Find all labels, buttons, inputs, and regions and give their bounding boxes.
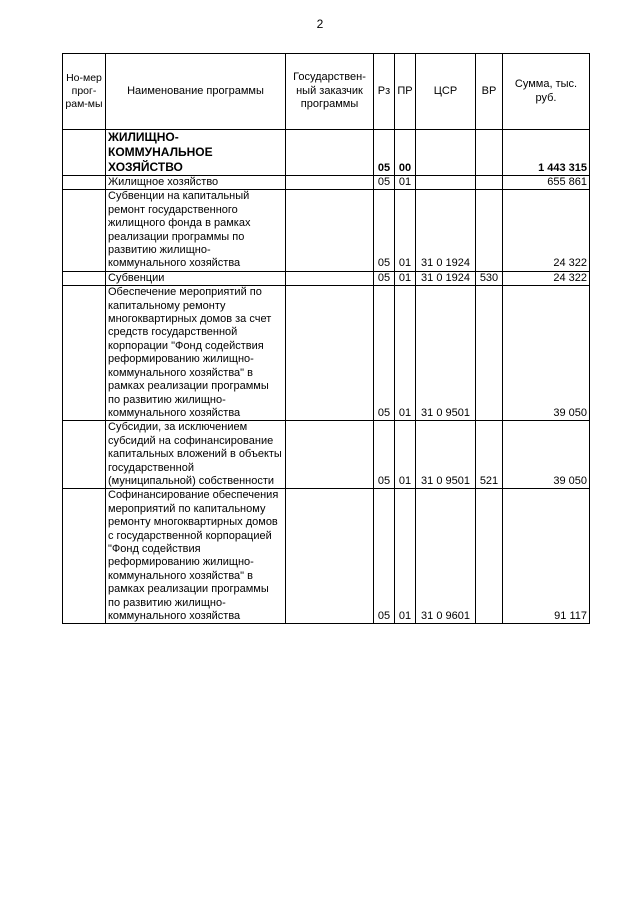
program-name-cell: Субсидии, за исключением субсидий на софинансирование капитальных вложений в объекты государственной (муниципальной) собственности: [106, 421, 286, 489]
program-name-cell: ЖИЛИЩНО-КОММУНАЛЬНОЕ ХОЗЯЙСТВО: [106, 130, 286, 176]
csr-cell: [416, 176, 476, 190]
program-number-cell: [63, 130, 106, 176]
state-customer-cell: [286, 421, 374, 489]
program-number-cell: [63, 421, 106, 489]
program-name-cell: Субвенции на капитальный ремонт государственного жилищного фонда в рамках реализации программы по развитию жилищно-коммунального хозяйства: [106, 190, 286, 271]
rz-cell: 05: [374, 130, 395, 176]
program-name-cell: Обеспечение мероприятий по капитальному ремонту многоквартирных домов за счет средств государственной корпорации "Фонд содействия реформированию жилищно-коммунального хозяйства" в рамках реализации программы по развитию жилищно-коммунального хозяйства: [106, 286, 286, 421]
vr-cell: 521: [476, 421, 503, 489]
budget-table: [62, 53, 590, 624]
pr-cell: 01: [395, 271, 416, 285]
vr-cell: [476, 130, 503, 176]
vr-cell: [476, 176, 503, 190]
program-name-cell: Субвенции: [106, 271, 286, 285]
state-customer-cell: [286, 271, 374, 285]
state-customer-cell: [286, 130, 374, 176]
sum-cell: 39 050: [503, 421, 590, 489]
program-number-cell: [63, 176, 106, 190]
state-customer-cell: [286, 190, 374, 271]
pr-cell: 01: [395, 421, 416, 489]
rz-cell: 05: [374, 176, 395, 190]
header-sum: Сумма, тыс. руб.: [503, 54, 590, 130]
vr-cell: [476, 190, 503, 271]
sum-cell: 1 443 315: [503, 130, 590, 176]
program-number-cell: [63, 286, 106, 421]
header-vr: ВР: [476, 54, 503, 130]
header-row: [63, 54, 590, 130]
table-row: [63, 176, 590, 190]
program-number-cell: [63, 489, 106, 624]
rz-cell: 05: [374, 271, 395, 285]
state-customer-cell: [286, 489, 374, 624]
vr-cell: 530: [476, 271, 503, 285]
table-row: [63, 130, 590, 176]
sum-cell: 91 117: [503, 489, 590, 624]
pr-cell: 01: [395, 489, 416, 624]
rz-cell: 05: [374, 489, 395, 624]
csr-cell: [416, 130, 476, 176]
pr-cell: 00: [395, 130, 416, 176]
csr-cell: 31 0 9601: [416, 489, 476, 624]
state-customer-cell: [286, 286, 374, 421]
sum-cell: 24 322: [503, 271, 590, 285]
sum-cell: 655 861: [503, 176, 590, 190]
csr-cell: 31 0 9501: [416, 286, 476, 421]
table-row: [63, 190, 590, 271]
table-row: [63, 286, 590, 421]
header-program-number: Но-мер прог-рам-мы: [63, 54, 106, 130]
sum-cell: 24 322: [503, 190, 590, 271]
header-csr: ЦСР: [416, 54, 476, 130]
header-state-customer: Государствен-ный заказчик программы: [286, 54, 374, 130]
rz-cell: 05: [374, 190, 395, 271]
header-program-name: Наименование программы: [106, 54, 286, 130]
csr-cell: 31 0 9501: [416, 421, 476, 489]
state-customer-cell: [286, 176, 374, 190]
program-number-cell: [63, 190, 106, 271]
sum-cell: 39 050: [503, 286, 590, 421]
program-number-cell: [63, 271, 106, 285]
vr-cell: [476, 286, 503, 421]
pr-cell: 01: [395, 190, 416, 271]
table-row: [63, 421, 590, 489]
header-rz: Рз: [374, 54, 395, 130]
page-number: 2: [316, 17, 324, 31]
rz-cell: 05: [374, 286, 395, 421]
pr-cell: 01: [395, 286, 416, 421]
header-pr: ПР: [395, 54, 416, 130]
csr-cell: 31 0 1924: [416, 271, 476, 285]
pr-cell: 01: [395, 176, 416, 190]
vr-cell: [476, 489, 503, 624]
program-name-cell: Софинансирование обеспечения мероприятий по капитальному ремонту многоквартирных домов с государственной корпорацией "Фонд содействия реформированию жилищно-коммунального хозяйства" в рамках реализации программы по развитию жилищно-коммунального хозяйства: [106, 489, 286, 624]
rz-cell: 05: [374, 421, 395, 489]
csr-cell: 31 0 1924: [416, 190, 476, 271]
table-row: [63, 271, 590, 285]
table-row: [63, 489, 590, 624]
program-name-cell: Жилищное хозяйство: [106, 176, 286, 190]
